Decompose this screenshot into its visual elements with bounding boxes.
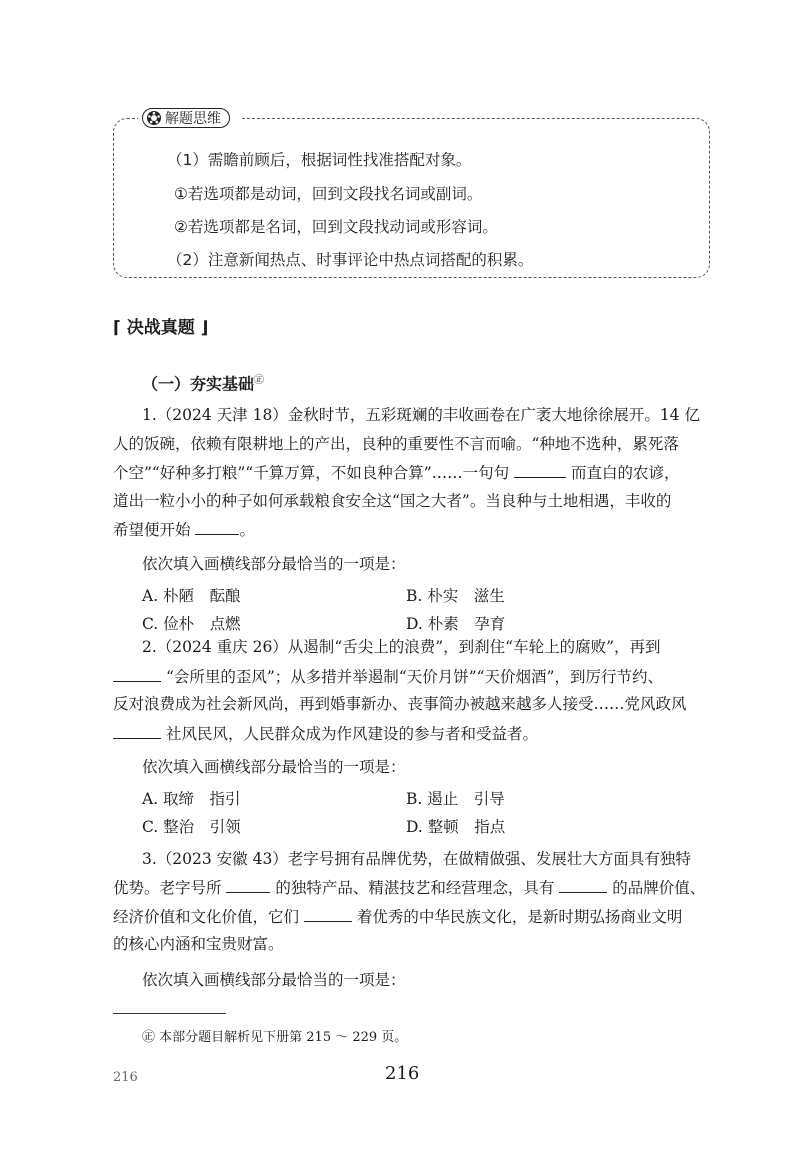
q1-blank-2[interactable]: [195, 522, 239, 535]
q1-line-1: 1.（2024 天津 18）金秋时节，五彩斑斓的丰收画卷在广袤大地徐徐展开。14 亿: [142, 406, 700, 424]
q1-blank-1[interactable]: [514, 465, 566, 478]
q1-line-4: 道出一粒小小的种子如何承载粮食安全这“国之大者”。当良种与土地相遇，丰收的: [113, 492, 672, 510]
section-title: 决战真题: [126, 318, 195, 338]
subsection-title: （一）夯实基础: [142, 374, 255, 394]
q3-blank-1[interactable]: [226, 880, 270, 893]
q2-line-4-text: 社风民风，人民群众成为作风建设的参与者和受益者。: [165, 725, 538, 743]
q1-line-3: [113, 465, 680, 482]
tip-badge: [142, 108, 230, 128]
q3-line-1: 3.（2023 安徽 43）老字号拥有品牌优势，在做精做强、发展壮大方面具有独特: [142, 850, 691, 868]
gear-flower-icon: [146, 110, 162, 126]
q3-prompt: 依次填入画横线部分最恰当的一项是：: [142, 971, 406, 989]
q2-blank-1[interactable]: [113, 669, 161, 682]
q3-blank-2[interactable]: [559, 880, 607, 893]
subsection-heading: [142, 371, 264, 394]
q1-line-5-text-a: 希望便开始: [113, 521, 191, 539]
page-corner-number: 216: [113, 1070, 138, 1085]
section-heading: [113, 313, 208, 338]
q1-line-2: 人的饭碗，依赖有限耕地上的产出，良种的重要性不言而喻。“种地不选种，累死落: [113, 435, 679, 453]
tip-tag-label: 解题思维: [165, 111, 221, 127]
subsection-footnote-mark: ㊣: [254, 375, 265, 386]
q2-blank-2[interactable]: [113, 726, 161, 739]
q1-prompt: 依次填入画横线部分最恰当的一项是：: [142, 555, 406, 573]
q1-line-3-text-a: 个空”“好种多打粮”“千算万算，不如良种合算”……一句句: [113, 464, 510, 482]
bracket-open-icon: ⌈: [113, 318, 121, 338]
q1-option-b[interactable]: B. 朴实 滋生: [406, 587, 505, 605]
q2-line-4: [113, 726, 538, 743]
q2-prompt: 依次填入画横线部分最恰当的一项是：: [142, 758, 406, 776]
q1-option-a[interactable]: A. 朴陋 酝酿: [142, 587, 241, 605]
q3-line-3-text-a: 经济价值和文化价值，它们: [113, 908, 300, 926]
q3-blank-3[interactable]: [304, 909, 352, 922]
footnote-mark: ㊣: [142, 1030, 156, 1045]
q2-option-b[interactable]: B. 遏止 引导: [406, 790, 505, 808]
q2-option-c[interactable]: C. 整治 引领: [142, 818, 241, 836]
q3-line-2-text-b: 的独特产品、精湛技艺和经营理念，具有: [275, 879, 555, 897]
q2-option-d[interactable]: D. 整顿 指点: [406, 818, 506, 836]
q1-option-c[interactable]: C. 俭朴 点燃: [142, 615, 241, 633]
tip-line-4: （2）注意新闻热点、时事评论中热点词搭配的积累。: [167, 251, 534, 269]
footnote-text: 本部分题目解析见下册第 215 ～ 229 页。: [159, 1030, 408, 1045]
q3-line-2-text-a: 优势。老字号所: [113, 879, 222, 897]
q1-line-5: [113, 522, 255, 539]
q3-line-2: [113, 880, 705, 897]
q3-line-3: [113, 909, 682, 926]
tip-line-2: ①若选项都是动词，回到文段找名词或副词。: [174, 185, 483, 203]
page-number: 216: [385, 1063, 420, 1084]
q2-line-1: 2.（2024 重庆 26）从遏制“舌尖上的浪费”，到刹住“车轮上的腐败”，再到: [142, 638, 661, 656]
q2-option-a[interactable]: A. 取缔 指引: [142, 790, 241, 808]
q1-option-d[interactable]: D. 朴素 孕育: [406, 615, 506, 633]
tip-line-3: ②若选项都是名词，回到文段找动词或形容词。: [174, 218, 498, 236]
q2-line-2: [113, 669, 663, 686]
q3-line-2-text-c: 的品牌价值、: [612, 879, 706, 897]
q2-line-2-text: “会所里的歪风”；从多措并举遏制“天价月饼”“天价烟酒”，到厉行节约、: [165, 668, 663, 686]
footnote-rule: [113, 1013, 226, 1014]
footnote: [142, 1026, 407, 1045]
tip-box-tag: [138, 107, 240, 129]
q1-line-3-text-b: 而直白的农谚，: [571, 464, 680, 482]
q3-line-4: 的核心内涵和宝贵财富。: [113, 935, 284, 953]
q2-line-3: 反对浪费成为社会新风尚，再到婚事新办、丧事简办被越来越多人接受……党风政风: [113, 695, 687, 713]
q3-line-3-text-b: 着优秀的中华民族文化，是新时期弘扬商业文明: [356, 908, 683, 926]
bracket-close-icon: ⌋: [200, 318, 209, 338]
tip-line-1: （1）需瞻前顾后，根据词性找准搭配对象。: [167, 151, 472, 169]
q1-line-5-text-b: 。: [239, 521, 255, 539]
